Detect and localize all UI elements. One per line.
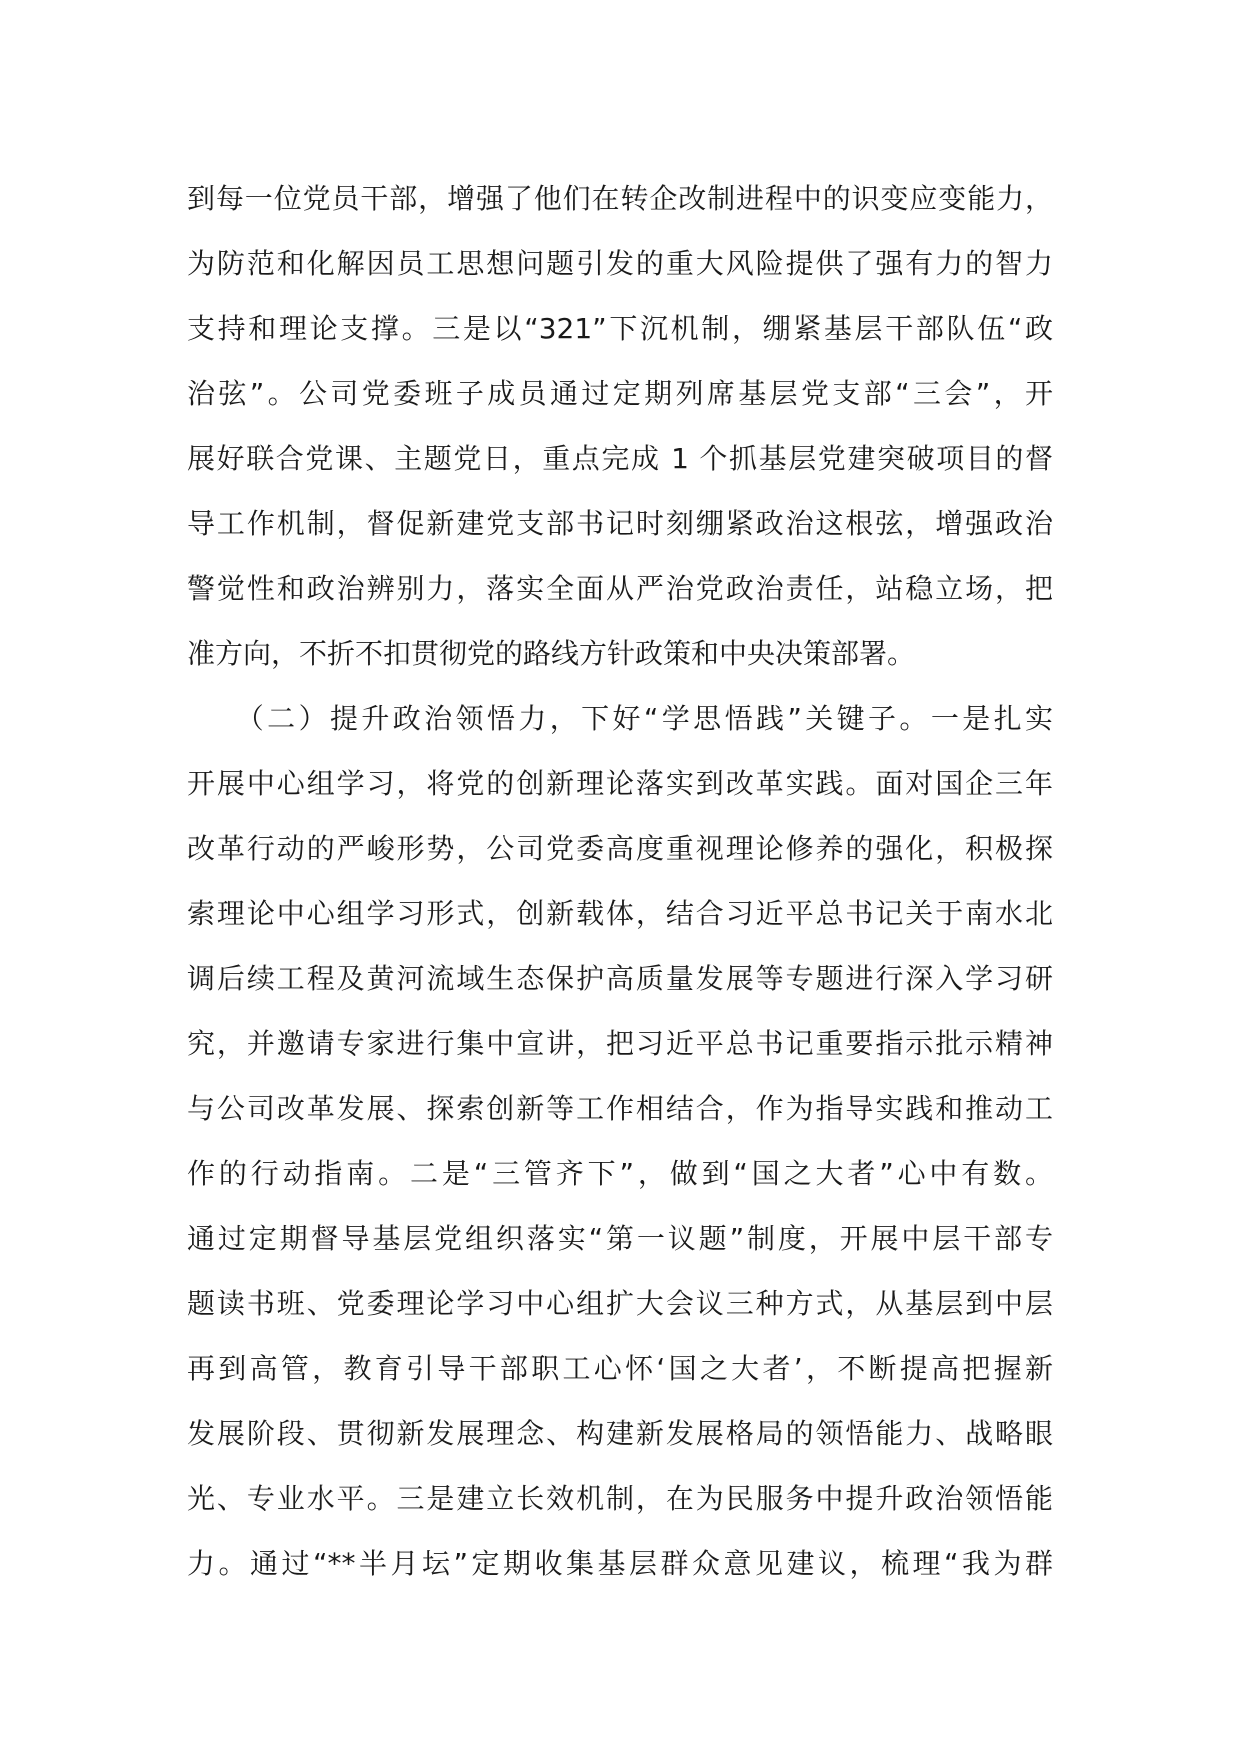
text-line: 警觉性和政治辨别力，落实全面从严治党政治责任，站稳立场，把 [187, 572, 1053, 605]
text-line: 再到高管，教育引导干部职工心怀‘国之大者’，不断提高把握新 [187, 1352, 1053, 1385]
text-line: 准方向，不折不扣贯彻党的路线方针政策和中央决策部署。 [187, 637, 916, 670]
text-line: 力。通过“**半月坛”定期收集基层群众意见建议，梳理“我为群 [187, 1547, 1053, 1580]
text-line: 开展中心组学习，将党的创新理论落实到改革实践。面对国企三年 [187, 767, 1053, 800]
text-line: 索理论中心组学习形式，创新载体，结合习近平总书记关于南水北 [187, 897, 1053, 930]
text-line: 治弦”。公司党委班子成员通过定期列席基层党支部“三会”，开 [187, 377, 1053, 410]
text-line: 究，并邀请专家进行集中宣讲，把习近平总书记重要指示批示精神 [187, 1027, 1053, 1060]
text-line: 通过定期督导基层党组织落实“第一议题”制度，开展中层干部专 [187, 1222, 1053, 1255]
text-line: 调后续工程及黄河流域生态保护高质量发展等专题进行深入学习研 [187, 962, 1053, 995]
text-line: 光、专业水平。三是建立长效机制，在为民服务中提升政治领悟能 [187, 1482, 1053, 1515]
text-line: 为防范和化解因员工思想问题引发的重大风险提供了强有力的智力 [187, 247, 1053, 280]
text-line: 改革行动的严峻形势，公司党委高度重视理论修养的强化，积极探 [187, 832, 1053, 865]
text-line: 与公司改革发展、探索创新等工作相结合，作为指导实践和推动工 [187, 1092, 1053, 1125]
text-line: 题读书班、党委理论学习中心组扩大会议三种方式，从基层到中层 [187, 1287, 1053, 1320]
text-line: 展好联合党课、主题党日，重点完成 1 个抓基层党建突破项目的督 [187, 442, 1053, 475]
text-line: 支持和理论支撑。三是以“321”下沉机制，绷紧基层干部队伍“政 [187, 312, 1053, 345]
text-line: 导工作机制，督促新建党支部书记时刻绷紧政治这根弦，增强政治 [187, 507, 1053, 540]
body-text [187, 166, 1053, 1596]
text-line: 发展阶段、贯彻新发展理念、构建新发展格局的领悟能力、战略眼 [187, 1417, 1053, 1450]
text-line: 作的行动指南。二是“三管齐下”，做到“国之大者”心中有数。 [187, 1157, 1053, 1190]
text-line: （二）提升政治领悟力，下好“学思悟践”关键子。一是扎实 [187, 702, 1053, 735]
text-line: 到每一位党员干部，增强了他们在转企改制进程中的识变应变能力， [187, 182, 1053, 215]
